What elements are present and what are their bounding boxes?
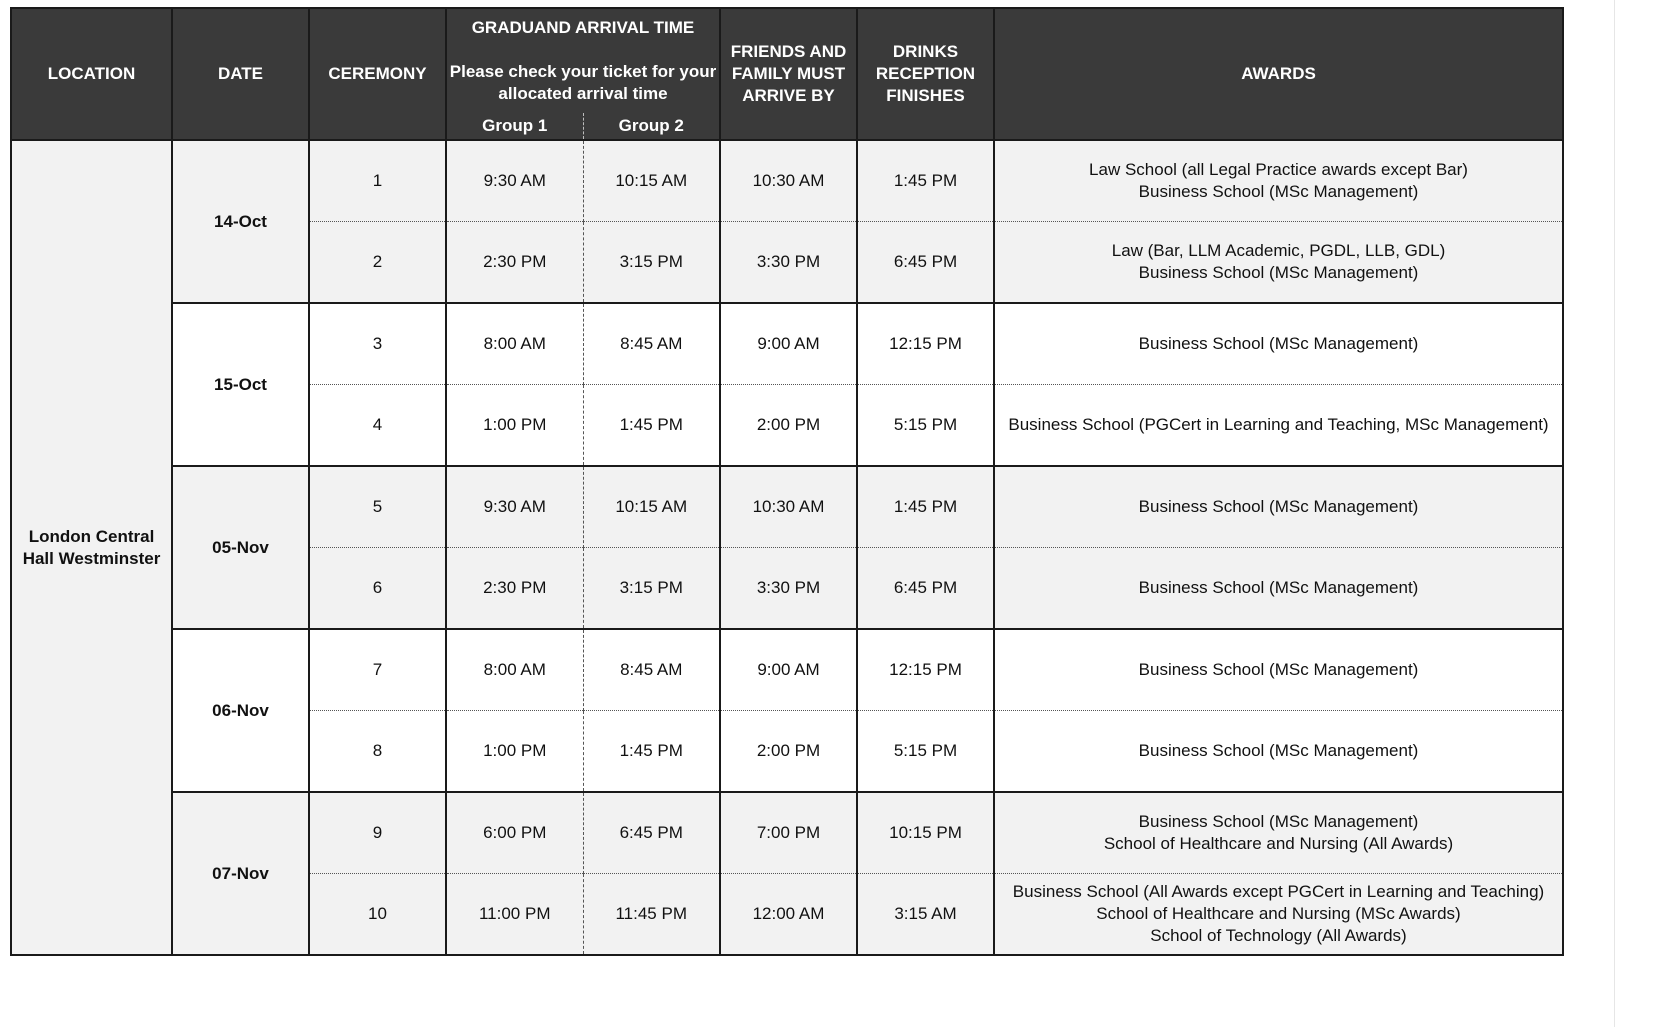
award-line: Business School (MSc Management): [1138, 660, 1419, 679]
ceremony-number-cell: 10: [309, 874, 446, 956]
ceremony-number-cell: 8: [309, 711, 446, 793]
group-2-arrival-cell: 3:15 PM: [583, 548, 720, 630]
group-1-arrival-cell: 6:00 PM: [446, 792, 583, 874]
award-line: Business School (MSc Management): [1138, 263, 1419, 282]
drinks-finish-cell: 3:15 AM: [857, 874, 994, 956]
friends-arrive-cell: 3:30 PM: [720, 222, 857, 304]
ceremony-number-cell: 2: [309, 222, 446, 304]
award-line: Business School (MSc Management): [1138, 812, 1419, 831]
friends-arrive-cell: 7:00 PM: [720, 792, 857, 874]
friends-arrive-cell: 10:30 AM: [720, 466, 857, 548]
awards-cell: [994, 711, 1563, 793]
header-arrival-note: Please check your ticket for your allocated arrival time: [449, 62, 717, 103]
friends-arrive-cell: 3:30 PM: [720, 548, 857, 630]
date-cell: 07-Nov: [172, 792, 309, 955]
group-1-arrival-cell: 8:00 AM: [446, 629, 583, 711]
header-drinks-reception: DRINKS RECEPTION FINISHES: [857, 8, 994, 140]
header-date: DATE: [172, 8, 309, 140]
date-cell: 05-Nov: [172, 466, 309, 629]
awards-cell: [994, 548, 1563, 630]
location-cell: London Central Hall Westminster: [11, 140, 172, 955]
friends-arrive-cell: 9:00 AM: [720, 303, 857, 385]
award-line: Business School (MSc Management): [1138, 578, 1419, 597]
drinks-finish-cell: 1:45 PM: [857, 466, 994, 548]
group-1-arrival-cell: 1:00 PM: [446, 711, 583, 793]
friends-arrive-cell: 12:00 AM: [720, 874, 857, 956]
friends-arrive-cell: 10:30 AM: [720, 140, 857, 222]
group-1-arrival-cell: 9:30 AM: [446, 466, 583, 548]
friends-arrive-cell: 2:00 PM: [720, 385, 857, 467]
table-row: [11, 303, 1563, 385]
award-line: Business School (MSc Management): [1138, 334, 1419, 353]
ceremony-number-cell: 3: [309, 303, 446, 385]
awards-cell: [994, 874, 1563, 956]
table-row: [11, 140, 1563, 222]
drinks-finish-cell: 12:15 PM: [857, 629, 994, 711]
ceremony-number-cell: 5: [309, 466, 446, 548]
drinks-finish-cell: 6:45 PM: [857, 222, 994, 304]
date-cell: 06-Nov: [172, 629, 309, 792]
group-1-arrival-cell: 2:30 PM: [446, 222, 583, 304]
awards-cell: [994, 629, 1563, 711]
header-arrival-time: [446, 8, 720, 113]
awards-cell: [994, 222, 1563, 304]
spreadsheet-gridlines: [1562, 0, 1672, 1027]
drinks-finish-cell: 6:45 PM: [857, 548, 994, 630]
awards-cell: [994, 466, 1563, 548]
group-1-arrival-cell: 2:30 PM: [446, 548, 583, 630]
header-awards: AWARDS: [994, 8, 1563, 140]
ceremony-number-cell: 9: [309, 792, 446, 874]
table-row: [11, 466, 1563, 548]
group-1-arrival-cell: 11:00 PM: [446, 874, 583, 956]
group-2-arrival-cell: 6:45 PM: [583, 792, 720, 874]
ceremony-schedule: [10, 7, 1562, 955]
header-group-2: Group 2: [583, 113, 720, 140]
friends-arrive-cell: 2:00 PM: [720, 711, 857, 793]
group-2-arrival-cell: 1:45 PM: [583, 711, 720, 793]
award-line: Business School (All Awards except PGCert in Learning and Teaching): [1012, 882, 1545, 901]
group-1-arrival-cell: 1:00 PM: [446, 385, 583, 467]
ceremony-number-cell: 6: [309, 548, 446, 630]
awards-cell: [994, 303, 1563, 385]
date-cell: 14-Oct: [172, 140, 309, 303]
drinks-finish-cell: 5:15 PM: [857, 711, 994, 793]
group-2-arrival-cell: 10:15 AM: [583, 466, 720, 548]
header-friends-family: FRIENDS AND FAMILY MUST ARRIVE BY: [720, 8, 857, 140]
header-ceremony: CEREMONY: [309, 8, 446, 140]
award-line: Business School (MSc Management): [1138, 182, 1419, 201]
award-line: Law (Bar, LLM Academic, PGDL, LLB, GDL): [1111, 241, 1446, 260]
header-arrival-title: GRADUAND ARRIVAL TIME: [471, 18, 695, 37]
awards-cell: [994, 792, 1563, 874]
group-2-arrival-cell: 8:45 AM: [583, 629, 720, 711]
group-2-arrival-cell: 3:15 PM: [583, 222, 720, 304]
schedule-table: [10, 7, 1564, 956]
header-group-1: Group 1: [446, 113, 583, 140]
table-body: [11, 140, 1563, 955]
gridline: [1614, 0, 1615, 1027]
award-line: Business School (PGCert in Learning and Teaching, MSc Management): [1008, 415, 1549, 434]
friends-arrive-cell: 9:00 AM: [720, 629, 857, 711]
drinks-finish-cell: 10:15 PM: [857, 792, 994, 874]
drinks-finish-cell: 1:45 PM: [857, 140, 994, 222]
table-header: [11, 8, 1563, 140]
awards-cell: [994, 385, 1563, 467]
date-cell: 15-Oct: [172, 303, 309, 466]
ceremony-number-cell: 4: [309, 385, 446, 467]
table-row: [11, 792, 1563, 874]
awards-cell: [994, 140, 1563, 222]
group-1-arrival-cell: 9:30 AM: [446, 140, 583, 222]
award-line: Business School (MSc Management): [1138, 497, 1419, 516]
table-row: [11, 629, 1563, 711]
award-line: School of Healthcare and Nursing (MSc Awards): [1096, 904, 1461, 923]
ceremony-number-cell: 1: [309, 140, 446, 222]
ceremony-number-cell: 7: [309, 629, 446, 711]
award-line: Law School (all Legal Practice awards except Bar): [1089, 160, 1468, 179]
drinks-finish-cell: 12:15 PM: [857, 303, 994, 385]
award-line: School of Healthcare and Nursing (All Awards): [1103, 834, 1454, 853]
group-2-arrival-cell: 11:45 PM: [583, 874, 720, 956]
group-2-arrival-cell: 1:45 PM: [583, 385, 720, 467]
award-line: Business School (MSc Management): [1138, 741, 1419, 760]
award-line: School of Technology (All Awards): [1150, 926, 1407, 945]
group-1-arrival-cell: 8:00 AM: [446, 303, 583, 385]
header-location: LOCATION: [11, 8, 172, 140]
group-2-arrival-cell: 8:45 AM: [583, 303, 720, 385]
group-2-arrival-cell: 10:15 AM: [583, 140, 720, 222]
drinks-finish-cell: 5:15 PM: [857, 385, 994, 467]
